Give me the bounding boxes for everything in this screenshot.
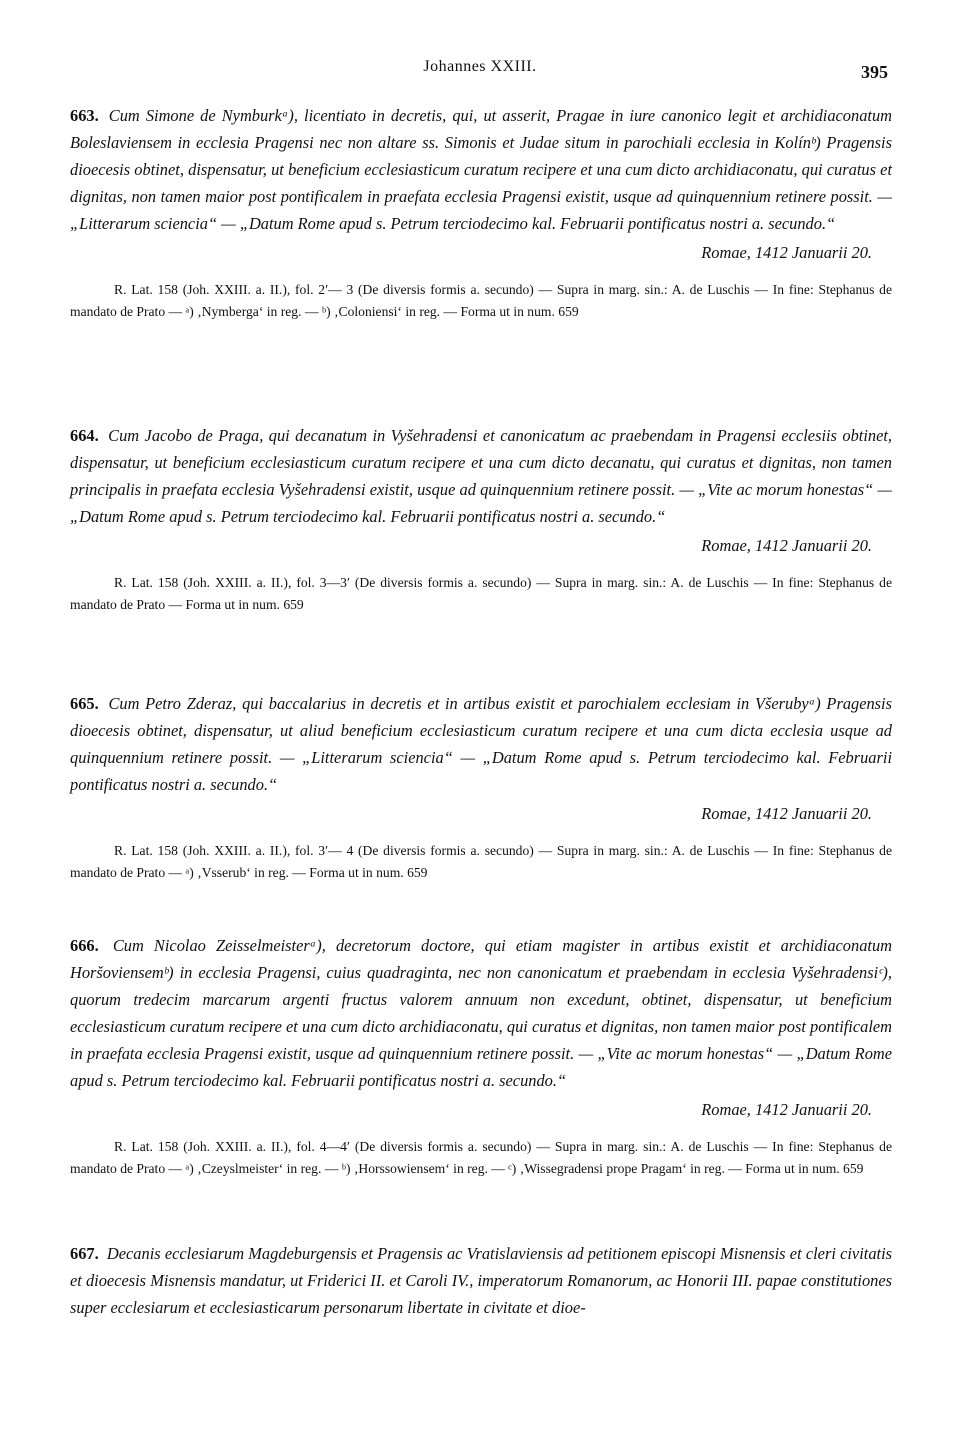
regest-body: Cum Nicolao Zeisselmeisterᵃ), decretorum doctore, qui etiam magister in artibus existit et archidiaconatum Horšoviensemᵇ) in ecclesia Pragensi, cuius quadraginta, nec non canonicatum et praebendam in ecclesia Vyšehradensiᶜ), quorum tredecim marcarum argenti fructus valorem annuum non excedunt, obtinet, dispensatur, ut beneficium ecclesiasticum curatum recipere et una cum dicto archidiaconatu, qui curatus et dignitas, non tamen maior post pontificalem in praefata ecclesia Pragensi existit, usque ad quinquennium retinere possit. — „Vite ac morum honestas“ — „Datum Rome apud s. Petrum terciodecimo kal. Februarii pontificatus nostri a. secundo.“: [70, 936, 892, 1090]
entry-664: [70, 422, 892, 616]
entry-date: Romae, 1412 Januarii 20.: [701, 804, 872, 823]
entry-665: [70, 690, 892, 884]
source-note: R. Lat. 158 (Joh. XXIII. a. II.), fol. 3′— 4 (De diversis formis a. secundo) — Supra in marg. sin.: A. de Luschis — In fine: Stephanus de mandato de Prato — ᵃ) ‚Vsserub‘ in reg. — Forma ut in num. 659: [70, 843, 892, 880]
source-note: R. Lat. 158 (Joh. XXIII. a. II.), fol. 3—3′ (De diversis formis a. secundo) — Supra in marg. sin.: A. de Luschis — In fine: Stephanus de mandato de Prato — Forma ut in num. 659: [70, 575, 892, 612]
entry-number: 665.: [70, 694, 99, 713]
regest-text: [70, 1240, 892, 1321]
regest-text: [70, 932, 892, 1094]
regest-text: [70, 690, 892, 798]
regest-body: Cum Petro Zderaz, qui baccalarius in decretis et in artibus existit et parochialem ecclesiam in Všerubyᵃ) Pragensis dioecesis obtinet, dispensatur, ut aliud beneficium ecclesiasticum curatum recipere et una cum dicta ecclesia usque ad quinquennium retinere possit. — „Litterarum sciencia“ — „Datum Rome apud s. Petrum terciodecimo kal. Februarii pontificatus nostri a. secundo.“: [70, 694, 892, 794]
entry-number: 664.: [70, 426, 99, 445]
entry-number: 663.: [70, 106, 99, 125]
entry-date: Romae, 1412 Januarii 20.: [701, 1100, 872, 1119]
regest-text: [70, 102, 892, 237]
entry-663: [70, 102, 892, 323]
regest-body: Decanis ecclesiarum Magdeburgensis et Pragensis ac Vratislaviensis ad petitionem episcopi Misnensis et cleri civitatis et dioecesis Misnensis mandatur, ut Friderici II. et Caroli IV., imperatorum Romanorum, ac Honorii III. papae constitutiones super ecclesiarum et ecclesiasticarum personarum libertate in civitate et dioe-: [70, 1244, 892, 1317]
source-note: R. Lat. 158 (Joh. XXIII. a. II.), fol. 4—4′ (De diversis formis a. secundo) — Supra in marg. sin.: A. de Luschis — In fine: Stephanus de mandato de Prato — ᵃ) ‚Czeyslmeister‘ in reg. — ᵇ) ‚Horssowiensem‘ in reg. — ᶜ) ‚Wissegradensi prope Pragam‘ in reg. — Forma ut in num. 659: [70, 1139, 892, 1176]
entry-date: Romae, 1412 Januarii 20.: [701, 243, 872, 262]
regest-body: Cum Jacobo de Praga, qui decanatum in Vyšehradensi et canonicatum ac praebendam in Pragensi ecclesiis obtinet, dispensatur, ut beneficium ecclesiasticum curatum recipere et una cum dicto decanatu, qui curatus et dignitas, non tamen principalis in praefata ecclesia Vyšehradensi existit, usque ad quinquennium retinere possit. — „Vite ac morum honestas“ — „Datum Rome apud s. Petrum terciodecimo kal. Februarii pontificatus nostri a. secundo.“: [70, 426, 892, 526]
regest-text: [70, 422, 892, 530]
entry-date: Romae, 1412 Januarii 20.: [701, 536, 872, 555]
source-note: R. Lat. 158 (Joh. XXIII. a. II.), fol. 2′— 3 (De diversis formis a. secundo) — Supra in marg. sin.: A. de Luschis — In fine: Stephanus de mandato de Prato — ᵃ) ‚Nymberga‘ in reg. — ᵇ) ‚Coloniensi‘ in reg. — Forma ut in num. 659: [70, 282, 892, 319]
entry-number: 667.: [70, 1244, 99, 1263]
page-number: 395: [861, 62, 888, 82]
running-title: Johannes XXIII.: [423, 58, 537, 75]
entry-number: 666.: [70, 936, 99, 955]
entry-667: [70, 1240, 892, 1321]
entry-666: [70, 932, 892, 1180]
regest-body: Cum Simone de Nymburkᵃ), licentiato in decretis, qui, ut asserit, Pragae in iure canonico legit et archidiaconatum Boleslaviensem in ecclesia Pragensi nec non altare ss. Simonis et Judae situm in parochiali ecclesia in Kolínᵇ) Pragensis dioecesis obtinet, dispensatur, ut beneficium ecclesiasticum curatum recipere et una cum dicto archidiaconatu, qui curatus et dignitas, non tamen maior post pontificalem in praefata ecclesia Pragensi existit, usque ad quinquennium retinere possit. — „Litterarum sciencia“ — „Datum Rome apud s. Petrum terciodecimo kal. Februarii pontificatus nostri a. secundo.“: [70, 106, 892, 233]
